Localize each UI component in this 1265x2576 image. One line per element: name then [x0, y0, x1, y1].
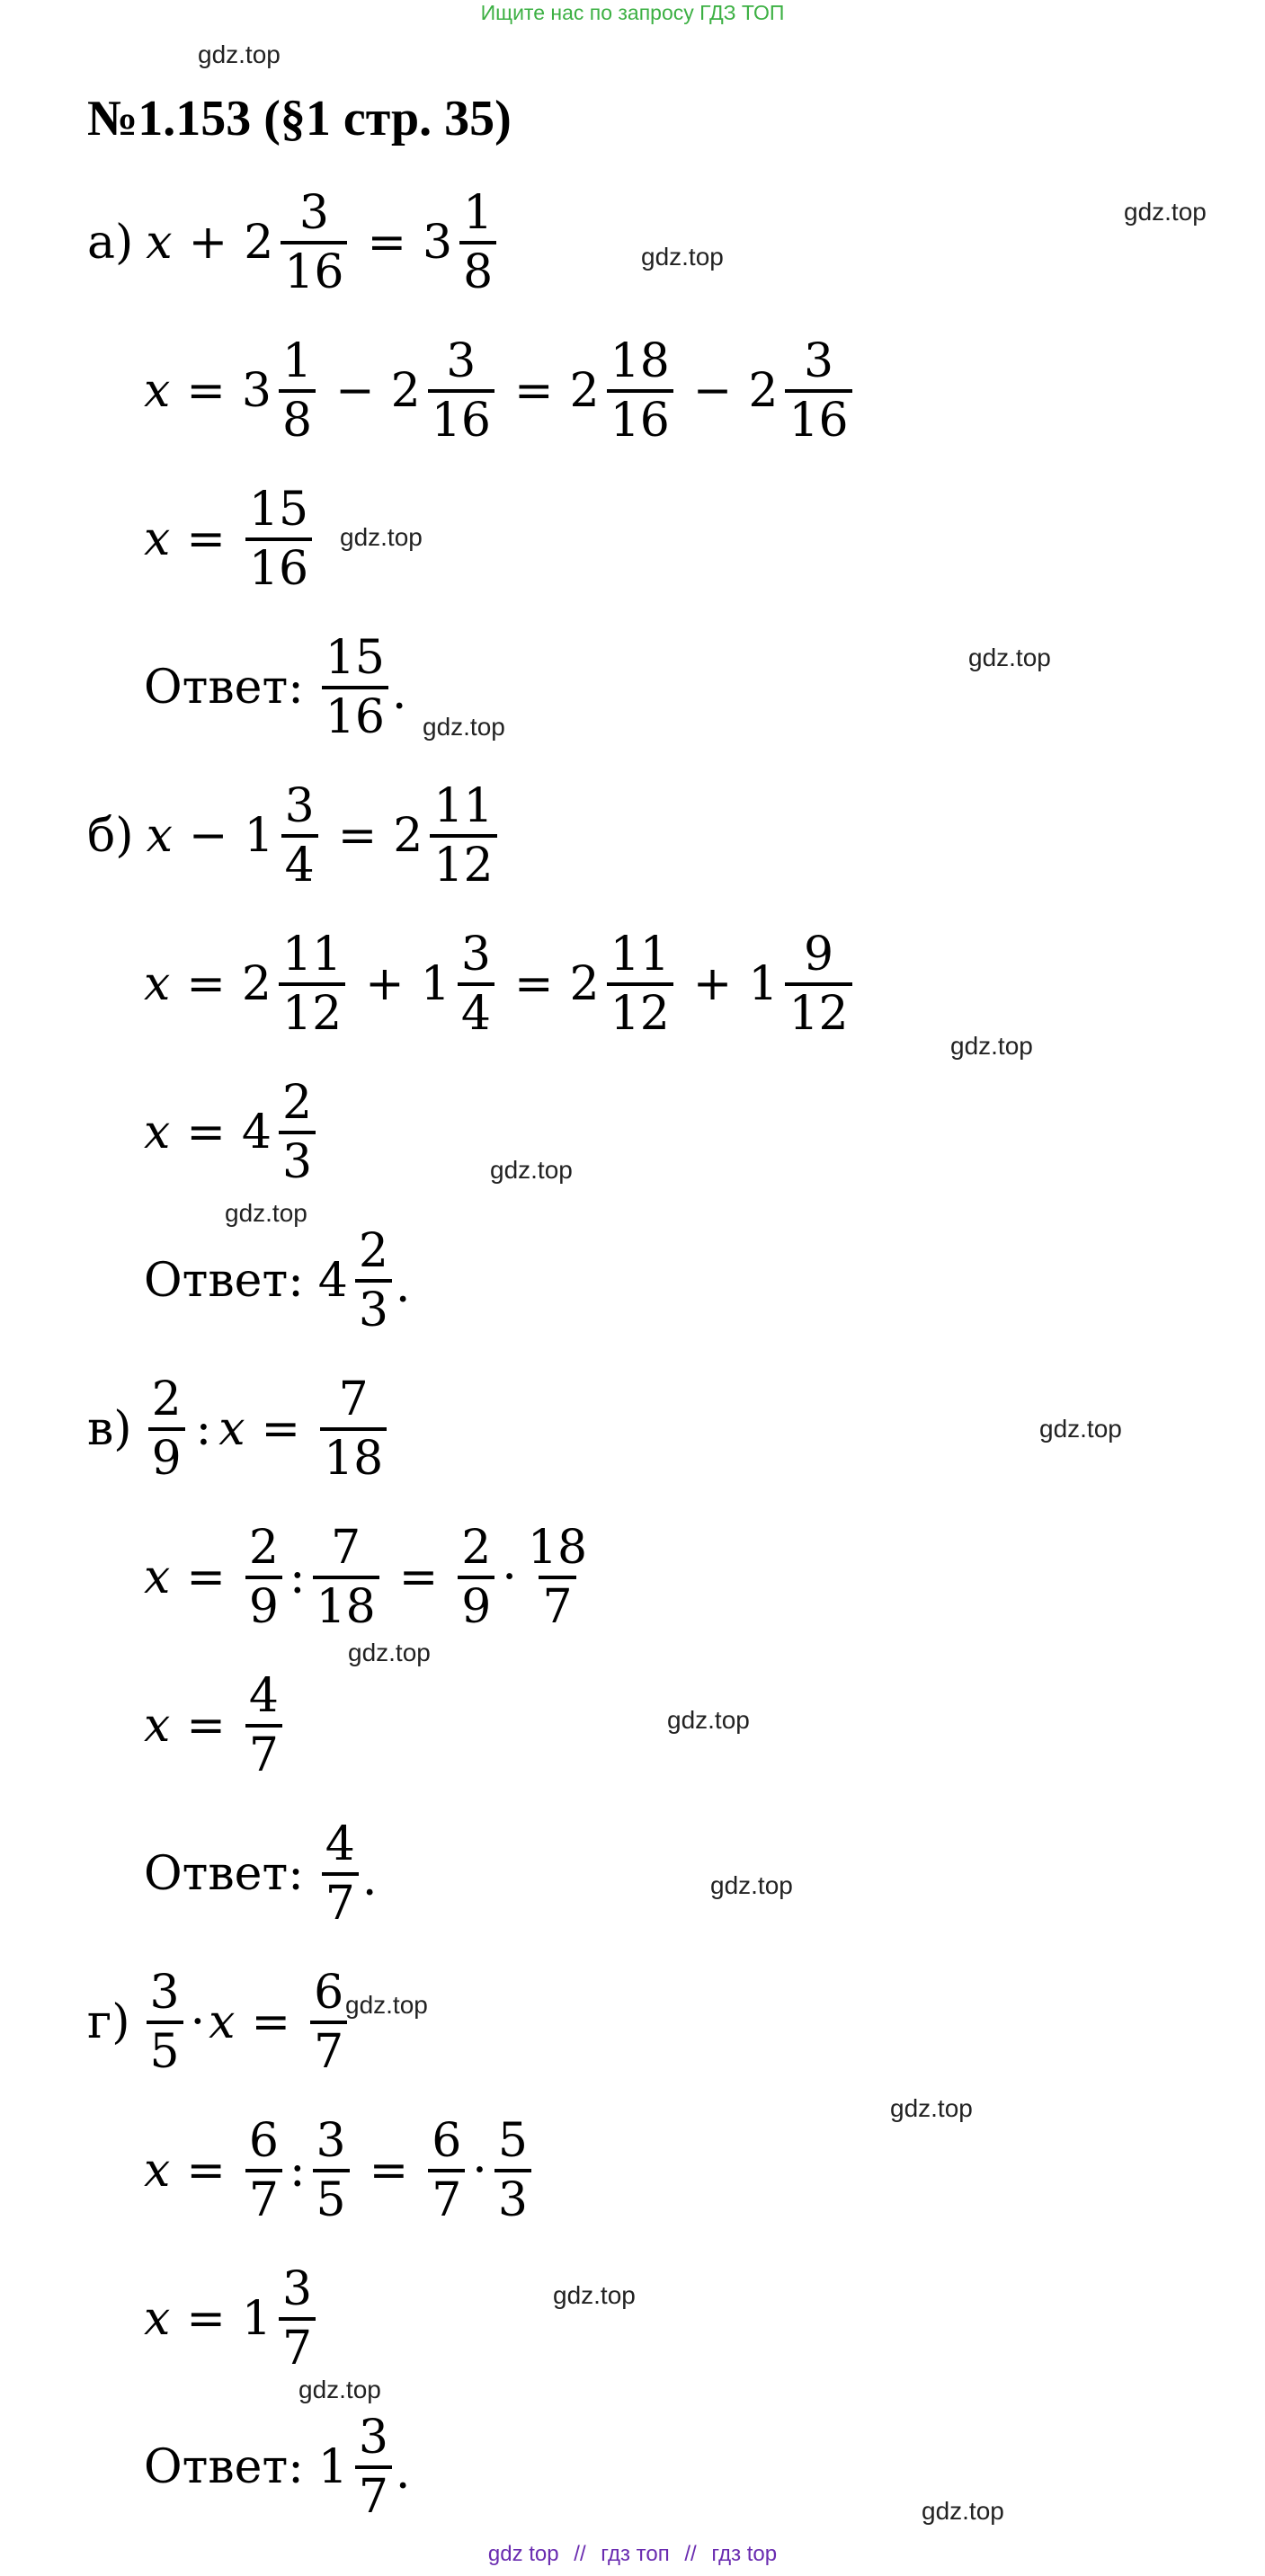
operator: = — [398, 1550, 439, 1604]
part-a-equation — [87, 180, 500, 306]
operator: − — [188, 809, 228, 863]
fraction — [494, 2113, 531, 2228]
period: . — [395, 1259, 411, 1313]
operator: = — [513, 957, 554, 1011]
whole-part: 2 — [393, 809, 423, 863]
operator: · — [472, 2144, 487, 2198]
part-v-answer — [144, 1811, 377, 1937]
part-v-result — [144, 1663, 286, 1789]
operator: : — [290, 1550, 306, 1604]
denominator: 7 — [355, 2465, 392, 2525]
watermark: gdz.top — [423, 713, 505, 741]
whole-part: 1 — [317, 2440, 348, 2494]
part-g-answer — [144, 2404, 410, 2530]
denominator: 18 — [320, 1427, 387, 1487]
variable: x — [144, 512, 171, 566]
whole-part: 1 — [748, 957, 779, 1011]
variable: x — [144, 1106, 171, 1159]
fraction — [355, 2410, 392, 2525]
denominator: 16 — [428, 389, 494, 449]
fraction — [320, 1372, 387, 1487]
denominator: 3 — [355, 1279, 392, 1338]
watermark: gdz.top — [340, 523, 423, 551]
denominator: 12 — [430, 834, 496, 893]
numerator: 11 — [610, 928, 670, 982]
fraction — [279, 927, 345, 1042]
answer-label: Ответ: — [144, 1847, 304, 1901]
operator: = — [186, 1699, 226, 1753]
operator: + — [692, 957, 733, 1011]
fraction — [148, 1372, 185, 1487]
denominator: 3 — [494, 2169, 531, 2228]
fraction — [458, 927, 494, 1042]
whole-part: 2 — [569, 364, 600, 418]
part-b-result — [144, 1070, 319, 1195]
operator: = — [186, 2144, 226, 2198]
denominator: 18 — [313, 1576, 379, 1635]
fraction — [322, 630, 388, 745]
numerator: 9 — [803, 928, 834, 982]
whole-part: 1 — [241, 2292, 272, 2346]
fraction — [281, 778, 318, 893]
numerator: 7 — [331, 1521, 361, 1575]
denominator: 4 — [281, 834, 318, 893]
denominator: 12 — [607, 982, 673, 1042]
fraction — [310, 1965, 347, 2080]
fraction — [459, 185, 496, 300]
numerator: 15 — [325, 631, 385, 685]
fraction — [430, 778, 496, 893]
search-banner[interactable]: Ищите нас по запросу ГДЗ ТОП — [480, 1, 785, 24]
numerator: 3 — [803, 334, 834, 388]
fraction — [147, 1965, 183, 2080]
numerator: 2 — [248, 1521, 279, 1575]
part-v-step — [144, 1515, 594, 1640]
period: . — [391, 666, 407, 720]
variable: x — [144, 2292, 171, 2346]
denominator: 3 — [279, 1131, 316, 1190]
denominator: 16 — [607, 389, 673, 449]
watermark: gdz.top — [298, 2376, 381, 2403]
part-label: г) — [87, 1995, 130, 2049]
operator: = — [186, 364, 226, 418]
part-b-step — [144, 921, 856, 1047]
watermark: gdz.top — [1039, 1415, 1122, 1443]
footer-link[interactable]: gdz top — [487, 2542, 559, 2566]
variable: x — [209, 1995, 236, 2049]
part-v-equation — [87, 1366, 390, 1492]
part-a-answer — [144, 625, 406, 751]
denominator: 12 — [279, 982, 345, 1042]
whole-part: 3 — [423, 216, 453, 270]
denominator: 5 — [147, 2021, 183, 2080]
operator: = — [261, 1402, 301, 1456]
whole-part: 1 — [420, 957, 450, 1011]
numerator: 3 — [298, 186, 329, 240]
denominator: 16 — [245, 537, 312, 597]
fraction — [458, 1520, 494, 1635]
numerator: 3 — [460, 928, 491, 982]
numerator: 2 — [461, 1521, 492, 1575]
denominator: 7 — [245, 1724, 282, 1783]
numerator: 18 — [610, 334, 670, 388]
numerator: 1 — [463, 186, 494, 240]
denominator: 7 — [279, 2317, 316, 2376]
fraction — [281, 185, 347, 300]
part-label: в) — [87, 1402, 132, 1456]
denominator: 8 — [279, 389, 316, 449]
answer-label: Ответ: — [144, 1254, 304, 1308]
variable: x — [144, 1699, 171, 1753]
numerator: 3 — [358, 2411, 388, 2465]
numerator: 3 — [149, 1966, 180, 2020]
watermark: gdz.top — [490, 1156, 573, 1184]
variable: x — [144, 2144, 171, 2198]
operator: + — [188, 216, 228, 270]
variable: x — [144, 1550, 171, 1604]
operator: = — [337, 809, 378, 863]
numerator: 2 — [282, 1076, 313, 1130]
fraction — [313, 2113, 350, 2228]
period: . — [395, 2446, 411, 2500]
watermark: gdz.top — [1124, 198, 1207, 226]
footer-separator: // — [684, 2542, 697, 2566]
operator: · — [502, 1550, 517, 1604]
part-label: а) — [87, 216, 134, 270]
whole-part: 4 — [241, 1106, 272, 1159]
fraction — [322, 1817, 359, 1932]
denominator: 7 — [539, 1576, 575, 1635]
fraction — [245, 1520, 282, 1635]
watermark: gdz.top — [641, 243, 724, 271]
operator: = — [186, 1550, 226, 1604]
part-g-result — [144, 2256, 319, 2382]
denominator: 9 — [148, 1427, 185, 1487]
operator: : — [195, 1402, 212, 1456]
footer-link[interactable]: гдз top — [711, 2542, 778, 2566]
page-title: №1.153 (§1 стр. 35) — [87, 91, 512, 147]
variable: x — [144, 957, 171, 1011]
fraction — [245, 482, 312, 597]
operator: · — [190, 1995, 206, 2049]
fraction — [245, 1668, 282, 1783]
operator: = — [513, 364, 554, 418]
operator: = — [251, 1995, 291, 2049]
operator: = — [186, 957, 226, 1011]
part-b-answer — [144, 1218, 410, 1344]
numerator: 4 — [325, 1817, 355, 1871]
numerator: 2 — [358, 1224, 388, 1278]
numerator: 4 — [248, 1669, 279, 1723]
footer-links — [0, 2542, 1265, 2567]
numerator: 3 — [446, 334, 477, 388]
watermark: gdz.top — [553, 2281, 636, 2309]
operator: = — [186, 512, 226, 566]
operator: = — [186, 1106, 226, 1159]
denominator: 7 — [310, 2021, 347, 2080]
fraction — [428, 2113, 465, 2228]
fraction — [785, 927, 851, 1042]
watermark: gdz.top — [348, 1639, 431, 1666]
fraction — [355, 1223, 392, 1338]
part-a-result — [144, 476, 316, 602]
numerator: 1 — [282, 334, 313, 388]
watermark: gdz.top — [345, 1991, 428, 2019]
whole-part: 2 — [244, 216, 274, 270]
denominator: 4 — [458, 982, 494, 1042]
fraction — [607, 927, 673, 1042]
operator: : — [290, 2144, 306, 2198]
part-g-step — [144, 2108, 535, 2234]
numerator: 5 — [497, 2114, 528, 2168]
part-b-equation — [87, 773, 501, 899]
numerator: 6 — [432, 2114, 462, 2168]
whole-part: 2 — [390, 364, 421, 418]
denominator: 7 — [245, 2169, 282, 2228]
denominator: 7 — [428, 2169, 465, 2228]
fraction — [428, 333, 494, 449]
denominator: 16 — [322, 686, 388, 745]
fraction — [245, 2113, 282, 2228]
answer-label: Ответ: — [144, 661, 304, 715]
operator: = — [369, 2144, 409, 2198]
denominator: 7 — [322, 1872, 359, 1932]
whole-part: 1 — [244, 809, 274, 863]
watermark: gdz.top — [922, 2497, 1004, 2525]
numerator: 3 — [316, 2114, 346, 2168]
period: . — [361, 1852, 378, 1906]
numerator: 6 — [314, 1966, 344, 2020]
fraction — [279, 333, 316, 449]
fraction — [785, 333, 851, 449]
watermark: gdz.top — [667, 1706, 750, 1734]
answer-label: Ответ: — [144, 2440, 304, 2494]
watermark: gdz.top — [225, 1199, 307, 1227]
fraction — [524, 1520, 591, 1635]
operator: = — [186, 2292, 226, 2346]
numerator: 6 — [248, 2114, 279, 2168]
denominator: 16 — [785, 389, 851, 449]
denominator: 16 — [281, 241, 347, 300]
denominator: 9 — [245, 1576, 282, 1635]
part-g-equation — [87, 1959, 351, 2085]
fraction — [279, 2261, 316, 2376]
variable: x — [146, 809, 173, 863]
whole-part: 2 — [748, 364, 779, 418]
numerator: 11 — [282, 928, 343, 982]
whole-part: 4 — [317, 1254, 348, 1308]
numerator: 3 — [282, 2262, 313, 2316]
numerator: 7 — [338, 1372, 369, 1426]
footer-link[interactable]: гдз топ — [601, 2542, 670, 2566]
variable: x — [218, 1402, 245, 1456]
fraction — [279, 1075, 316, 1190]
watermark: gdz.top — [198, 40, 281, 68]
operator: − — [692, 364, 733, 418]
fraction — [313, 1520, 379, 1635]
watermark: gdz.top — [968, 644, 1051, 671]
whole-part: 2 — [241, 957, 272, 1011]
denominator: 5 — [313, 2169, 350, 2228]
operator: − — [335, 364, 375, 418]
numerator: 2 — [151, 1372, 182, 1426]
numerator: 11 — [433, 779, 494, 833]
denominator: 8 — [459, 241, 496, 300]
operator: = — [367, 216, 407, 270]
variable: x — [144, 364, 171, 418]
watermark: gdz.top — [890, 2094, 973, 2122]
whole-part: 3 — [241, 364, 272, 418]
variable: x — [146, 216, 173, 270]
numerator: 18 — [527, 1521, 588, 1575]
footer-separator: // — [574, 2542, 586, 2566]
part-a-step — [144, 328, 856, 454]
watermark: gdz.top — [710, 1871, 793, 1899]
denominator: 9 — [458, 1576, 494, 1635]
operator: + — [365, 957, 405, 1011]
fraction — [607, 333, 673, 449]
watermark: gdz.top — [950, 1032, 1033, 1060]
whole-part: 2 — [569, 957, 600, 1011]
denominator: 12 — [785, 982, 851, 1042]
numerator: 3 — [284, 779, 315, 833]
part-label: б) — [87, 809, 134, 863]
numerator: 15 — [248, 483, 309, 537]
